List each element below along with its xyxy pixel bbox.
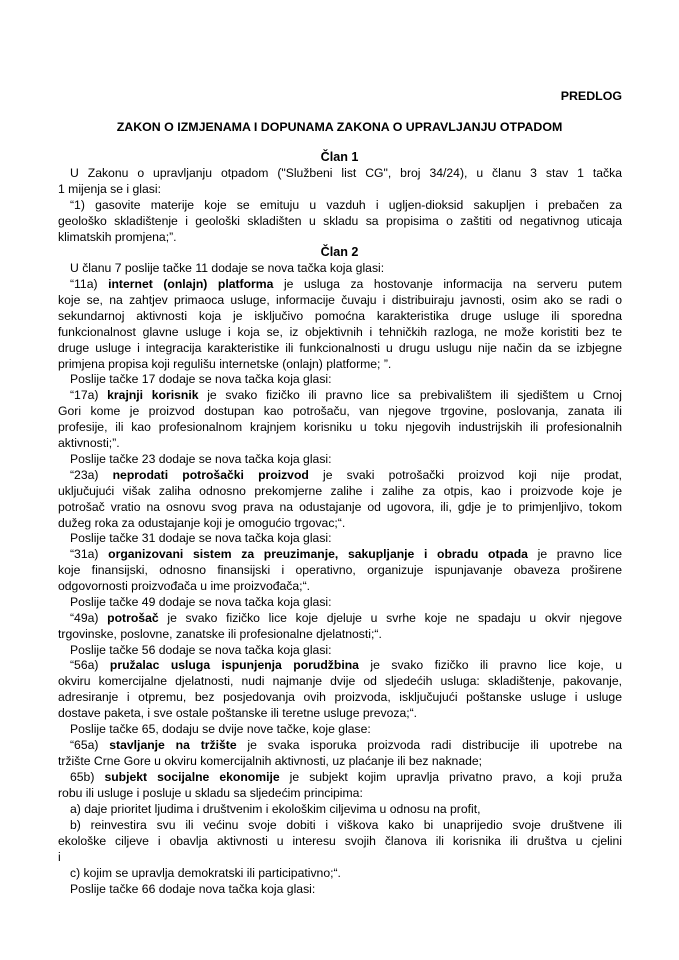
point-65b-line: 65b) subjekt socijalne ekonomije je subjekt kojim upravlja privatno pravo, a koji pruža — [70, 770, 622, 784]
point-65b-item-b: i — [58, 850, 61, 864]
point-65b-item-a: a) daje prioritet ljudima i društvenim i ekološkim ciljevima u odnosu na profit, — [70, 802, 481, 816]
definition-term: krajnji korisnik — [107, 388, 199, 402]
point-23a-line: “23a) neprodati potrošački proizvod je svaki potrošački proizvod koji nije prodat, — [70, 468, 622, 482]
point-65a-line: “65a) stavljanje na tržište je svaka isporuka proizvoda radi distribucije ili upotrebe na — [70, 738, 622, 752]
article-2-heading: Član 2 — [320, 245, 359, 259]
definition-term: potrošač — [107, 611, 159, 625]
definition-term: subjekt socijalne ekonomije — [104, 770, 280, 784]
definition-term: neprodati potrošački proizvod — [112, 468, 309, 482]
point-31a-line: “31a) organizovani sistem za preuzimanje, sakupljanje i obradu otpada je pravno lice — [70, 547, 623, 561]
point-17a-line: “17a) krajnji korisnik je svako fizičko ili pravno lice sa prebivalištem ili sjedištem u Crnoj — [70, 388, 622, 402]
point-11a-line: koje se, na zahtjev primaoca usluge, informacije čuvaju i distribuiraju javnosti, osim ako se radi o — [58, 293, 622, 307]
insertion-instruction: Poslije tačke 17 dodaje se nova tačka koja glasi: — [70, 372, 332, 386]
insertion-instruction: Poslije tačke 49 dodaje se nova tačka koja glasi: — [70, 595, 332, 609]
definition-term: internet (onlajn) platforma — [108, 277, 274, 291]
article-1-intro-line: U Zakonu o upravljanju otpadom ("Službeni list CG", broj 34/24), u članu 3 stav 1 tačka — [70, 166, 622, 180]
point-11a-line: druge usluge i integracija karakteristike ili funkcionalnosti u drugu uslugu nije način da se izbjegne — [58, 341, 622, 355]
definition-term: pružalac usluga ispunjenja porudžbina — [109, 658, 359, 672]
point-56a-line: “56a) pružalac usluga ispunjenja porudžbina je svako fizičko ili pravno lice koje, u — [70, 658, 622, 672]
article-1-point-line: “1) gasovite materije koje se emituju u vazduh i ugljen-dioksid sakupljen i prebačen za — [70, 198, 622, 212]
point-23a-line: dužeg roka za odustajanje koji je omogućio trgovac;“. — [58, 516, 346, 530]
point-11a-line: sekundarnoj aktivnosti koja je isključivo pomoćna karakteristika druge usluge ili sporedna — [58, 309, 622, 323]
point-65a-line: tržište Crne Gore u okviru komercijalnih aktivnosti, uz plaćanje ili bez naknade; — [58, 754, 483, 768]
law-title: ZAKON O IZMJENAMA I DOPUNAMA ZAKONA O UPRAVLJANJU OTPADOM — [116, 120, 563, 134]
definition-term: stavljanje na tržište — [109, 738, 237, 752]
point-65b-item-c: c) kojim se upravlja demokratski ili participativno;“. — [70, 866, 341, 880]
definition-term: organizovani sistem za preuzimanje, sakupljanje i obradu otpada — [108, 547, 528, 561]
article-1-intro-line: 1 mijenja se i glasi: — [58, 182, 161, 196]
point-23a-line: potrošač vratio na osnovu svog prava na odustajanje od ugovora, ili, gdje je to primjenljivo, tokom — [58, 500, 622, 514]
point-56a-line: okviru komercijalne djelatnosti, nudi najmanje dvije od sljedećih usluga: skladištenje, pakovanje, — [58, 674, 622, 688]
point-11a-line: “11a) internet (onlajn) platforma je usluga za hostovanje informacija na serveru putem — [70, 277, 622, 291]
point-31a-line: koje finansijski, odnosno finansijski i operativno, organizuje ispunjavanje obaveza proširene — [58, 563, 622, 577]
point-65b-item-b: ekološke ciljeve i obavlja aktivnosti u interesu svojih članova ili korisnika ili društva u cjelini — [58, 834, 622, 848]
insertion-instruction: Poslije tačke 31 dodaje se nova tačka koja glasi: — [70, 531, 332, 545]
article-1-point-line: geološko skladištenje i geološki skladišten u skladu sa propisima o zaštiti od negativnog uticaja — [58, 214, 622, 228]
point-17a-line: Gori kome je proizvod dostupan kao potrošaču, van njegove trgovine, poslovanja, zanata ili — [58, 404, 622, 418]
point-11a-line: funkcionalnost glavne usluge i koja se, iz objektivnih i tehničkih razloga, ne može koristiti bez te — [58, 325, 622, 339]
point-11a-line: primjena propisa koji regulišu internetske (onlajn) platforme; ”. — [58, 357, 392, 371]
article-1-point-line: klimatskih promjena;”. — [58, 230, 177, 244]
point-65b-item-b: b) reinvestira svu ili većinu svoje dobiti i viškova kako bi unaprijedio svoje društvene ili — [70, 818, 622, 832]
insertion-instruction: Poslije tačke 66 dodaje nova tačka koja glasi: — [70, 882, 316, 896]
insertion-instruction: Poslije tačke 65, dodaju se dvije nove tačke, koje glase: — [70, 722, 371, 736]
document-status-label: PREDLOG — [560, 89, 622, 103]
article-1-heading: Član 1 — [320, 150, 359, 164]
point-49a-line: trgovinske, poslovne, zanatske ili profesionalne djelatnosti;“. — [58, 627, 382, 641]
point-49a-line: “49a) potrošač je svako fizičko lice koje djeluje u svrhe koje ne spadaju u okvir njegove — [70, 611, 623, 625]
insertion-instruction: Poslije tačke 23 dodaje se nova tačka koja glasi: — [70, 452, 332, 466]
point-17a-line: aktivnosti;”. — [58, 436, 120, 450]
point-31a-line: odgovornosti proizvođača u ime proizvođača;“. — [58, 579, 311, 593]
insertion-instruction: Poslije tačke 56 dodaje se nova tačka koja glasi: — [70, 643, 332, 657]
point-65b-line: robu ili usluge i posluje u skladu sa sljedećim principima: — [58, 786, 363, 800]
point-17a-line: profesije, ili kao profesionalnom krajnjem korisniku u toku njegovih industrijskih ili profesionalnih — [58, 420, 622, 434]
article-2-intro: U članu 7 poslije tačke 11 dodaje se nova tačka koja glasi: — [70, 261, 385, 275]
point-56a-line: adresiranje i otpremu, bez posjedovanja ovih proizvoda, isključujući poštanske usluge i usluge — [58, 690, 622, 704]
point-56a-line: dostave paketa, i sve ostale poštanske ili teretne usluge prevoza;“. — [58, 706, 418, 720]
point-23a-line: uključujući višak zaliha odnosno prekomjerne zalihe i zalihe za otpis, kao i proizvode koje je — [58, 484, 622, 498]
